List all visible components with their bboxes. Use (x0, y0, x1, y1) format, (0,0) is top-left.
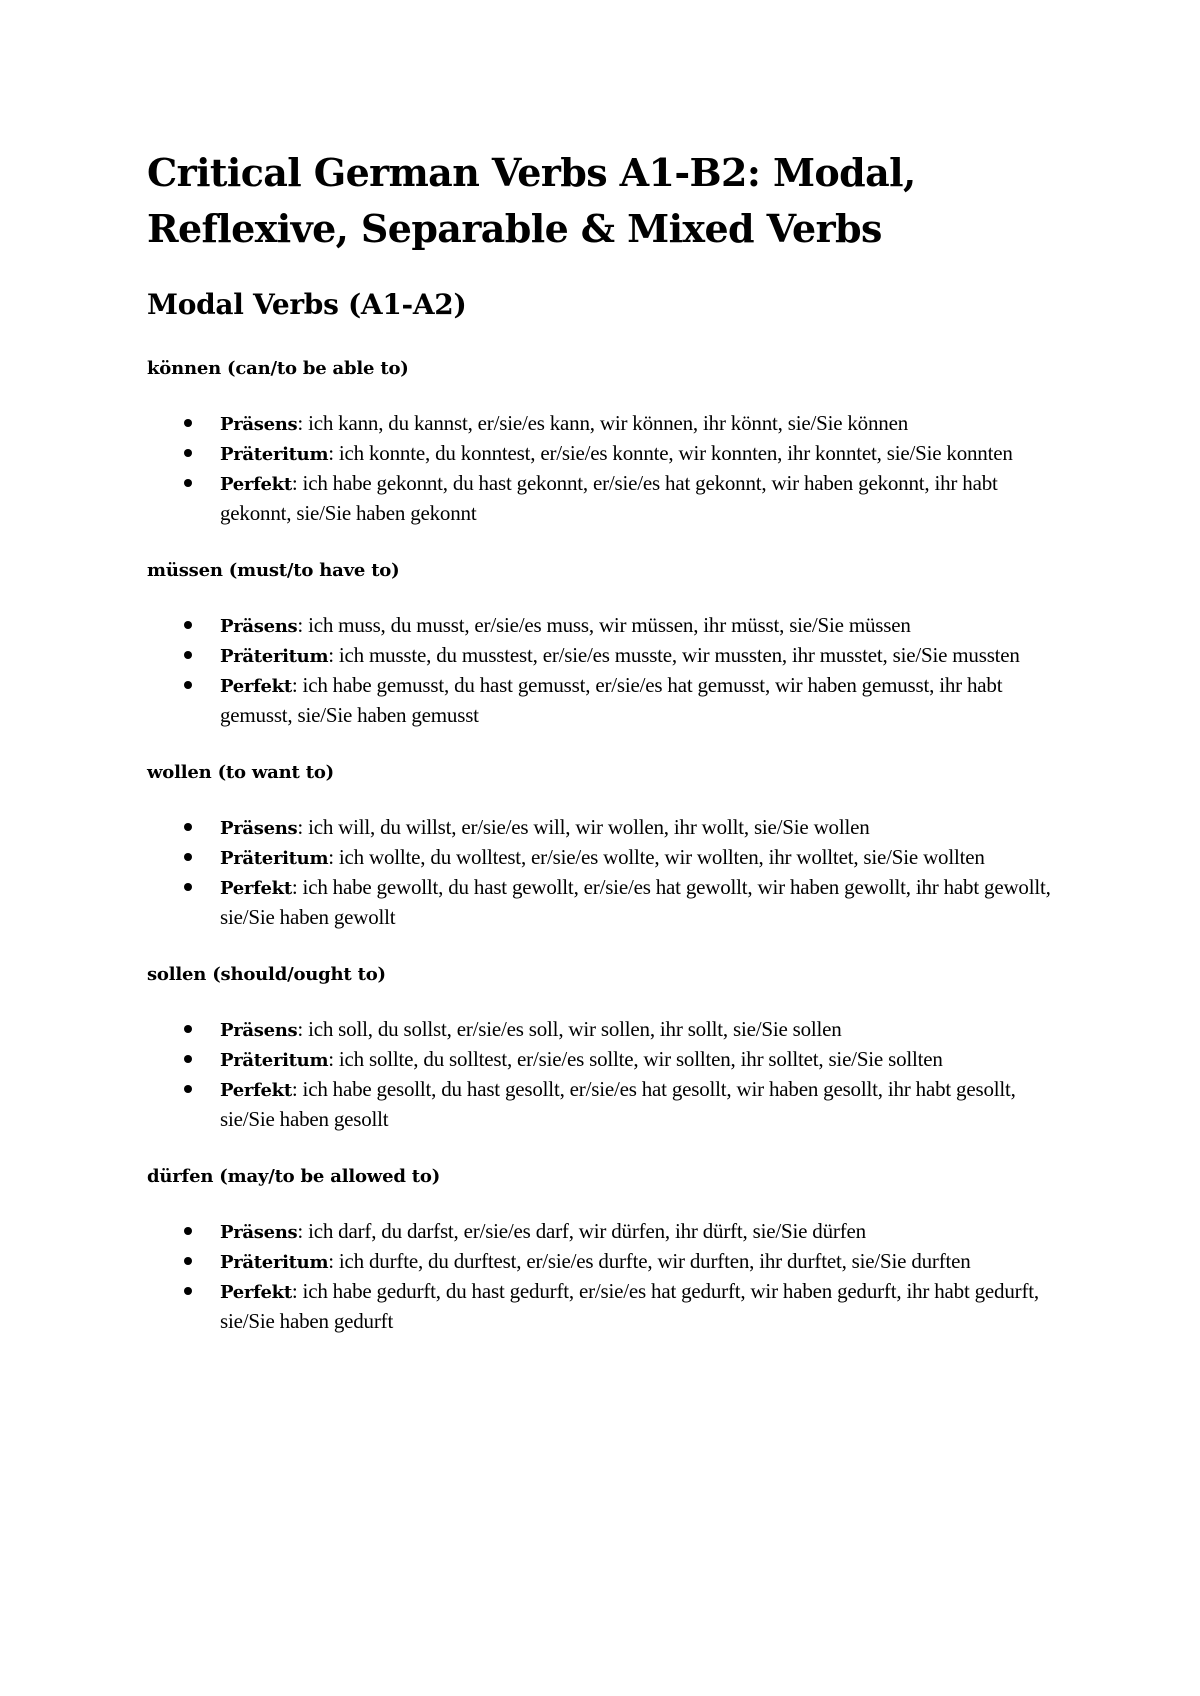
bullet-icon (184, 1085, 192, 1093)
conjugation-text: : ich musste, du musstest, er/sie/es musste, wir mussten, ihr musstet, sie/Sie mussten (328, 643, 1020, 667)
verb-heading: können (can/to be able to) (147, 358, 409, 379)
list-item (147, 439, 1067, 469)
bullet-icon (184, 449, 192, 457)
tense-label: Präsens (220, 1020, 298, 1041)
list-item (147, 1277, 1067, 1335)
conjugation-text: : ich muss, du musst, er/sie/es muss, wir müssen, ihr müsst, sie/Sie müssen (297, 613, 911, 637)
conjugation-text: : ich habe gewollt, du hast gewollt, er/sie/es hat gewollt, wir haben gewollt, ihr habt gewollt, sie/Sie haben gewollt (220, 875, 1051, 929)
conjugation-text: : ich soll, du sollst, er/sie/es soll, wir sollen, ihr sollt, sie/Sie sollen (297, 1017, 842, 1041)
conjugation-text: : ich habe gekonnt, du hast gekonnt, er/sie/es hat gekonnt, wir haben gekonnt, ihr habt gekonnt, sie/Sie haben gekonnt (220, 471, 998, 525)
verb-section-duerfen (147, 1163, 1067, 1335)
tense-label: Perfekt (220, 676, 292, 697)
conjugation-text: : ich habe gedurft, du hast gedurft, er/sie/es hat gedurft, wir haben gedurft, ihr habt gedurft, sie/Sie haben gedurft (220, 1279, 1039, 1333)
tense-label: Präteritum (220, 444, 329, 465)
tense-label: Präsens (220, 818, 298, 839)
bullet-icon (184, 621, 192, 629)
list-item (147, 671, 1067, 729)
list-item (147, 1217, 1067, 1247)
tense-label: Präsens (220, 414, 298, 435)
list-item (147, 1015, 1067, 1045)
tense-label: Präteritum (220, 848, 329, 869)
list-item (147, 1247, 1067, 1277)
tense-label: Perfekt (220, 474, 292, 495)
conjugation-text: : ich darf, du darfst, er/sie/es darf, wir dürfen, ihr dürft, sie/Sie dürfen (297, 1219, 866, 1243)
bullet-icon (184, 651, 192, 659)
tense-label: Präteritum (220, 1050, 329, 1071)
tense-label: Perfekt (220, 878, 292, 899)
tense-label: Perfekt (220, 1282, 292, 1303)
list-item (147, 1075, 1067, 1133)
conjugation-list (147, 1217, 1067, 1335)
bullet-icon (184, 853, 192, 861)
bullet-icon (184, 681, 192, 689)
bullet-icon (184, 1025, 192, 1033)
conjugation-text: : ich habe gesollt, du hast gesollt, er/sie/es hat gesollt, wir haben gesollt, ihr habt gesollt, sie/Sie haben gesollt (220, 1077, 1016, 1131)
conjugation-text: : ich konnte, du konntest, er/sie/es konnte, wir konnten, ihr konntet, sie/Sie konnten (328, 441, 1013, 465)
conjugation-list (147, 409, 1067, 527)
bullet-icon (184, 1227, 192, 1235)
list-item (147, 641, 1067, 671)
conjugation-text: : ich durfte, du durftest, er/sie/es durfte, wir durften, ihr durftet, sie/Sie durften (328, 1249, 971, 1273)
bullet-icon (184, 823, 192, 831)
document-page (147, 145, 1067, 1335)
list-item (147, 469, 1067, 527)
tense-label: Präsens (220, 616, 298, 637)
verb-heading: müssen (must/to have to) (147, 560, 400, 581)
bullet-icon (184, 479, 192, 487)
verb-heading: dürfen (may/to be allowed to) (147, 1166, 441, 1187)
tense-label: Präteritum (220, 646, 329, 667)
tense-label: Präteritum (220, 1252, 329, 1273)
list-item (147, 843, 1067, 873)
verb-section-muessen (147, 557, 1067, 729)
conjugation-text: : ich habe gemusst, du hast gemusst, er/sie/es hat gemusst, wir haben gemusst, ihr habt gemusst, sie/Sie haben gemusst (220, 673, 1003, 727)
verb-heading: sollen (should/ought to) (147, 964, 386, 985)
conjugation-text: : ich sollte, du solltest, er/sie/es sollte, wir sollten, ihr solltet, sie/Sie sollten (328, 1047, 943, 1071)
bullet-icon (184, 883, 192, 891)
tense-label: Perfekt (220, 1080, 292, 1101)
conjugation-text: : ich kann, du kannst, er/sie/es kann, wir können, ihr könnt, sie/Sie können (297, 411, 908, 435)
list-item (147, 813, 1067, 843)
conjugation-text: : ich will, du willst, er/sie/es will, wir wollen, ihr wollt, sie/Sie wollen (297, 815, 870, 839)
bullet-icon (184, 419, 192, 427)
bullet-icon (184, 1055, 192, 1063)
bullet-icon (184, 1257, 192, 1265)
section-heading: Modal Verbs (A1-A2) (147, 288, 467, 321)
document-title: Critical German Verbs A1-B2: Modal, Reflexive, Separable & Mixed Verbs (147, 150, 916, 251)
conjugation-list (147, 813, 1067, 931)
verb-heading: wollen (to want to) (147, 762, 334, 783)
verb-section-wollen (147, 759, 1067, 931)
list-item (147, 873, 1067, 931)
conjugation-text: : ich wollte, du wolltest, er/sie/es wollte, wir wollten, ihr wolltet, sie/Sie wollten (328, 845, 985, 869)
tense-label: Präsens (220, 1222, 298, 1243)
conjugation-list (147, 1015, 1067, 1133)
verb-section-koennen (147, 355, 1067, 527)
list-item (147, 1045, 1067, 1075)
list-item (147, 611, 1067, 641)
bullet-icon (184, 1287, 192, 1295)
conjugation-list (147, 611, 1067, 729)
list-item (147, 409, 1067, 439)
verb-section-sollen (147, 961, 1067, 1133)
